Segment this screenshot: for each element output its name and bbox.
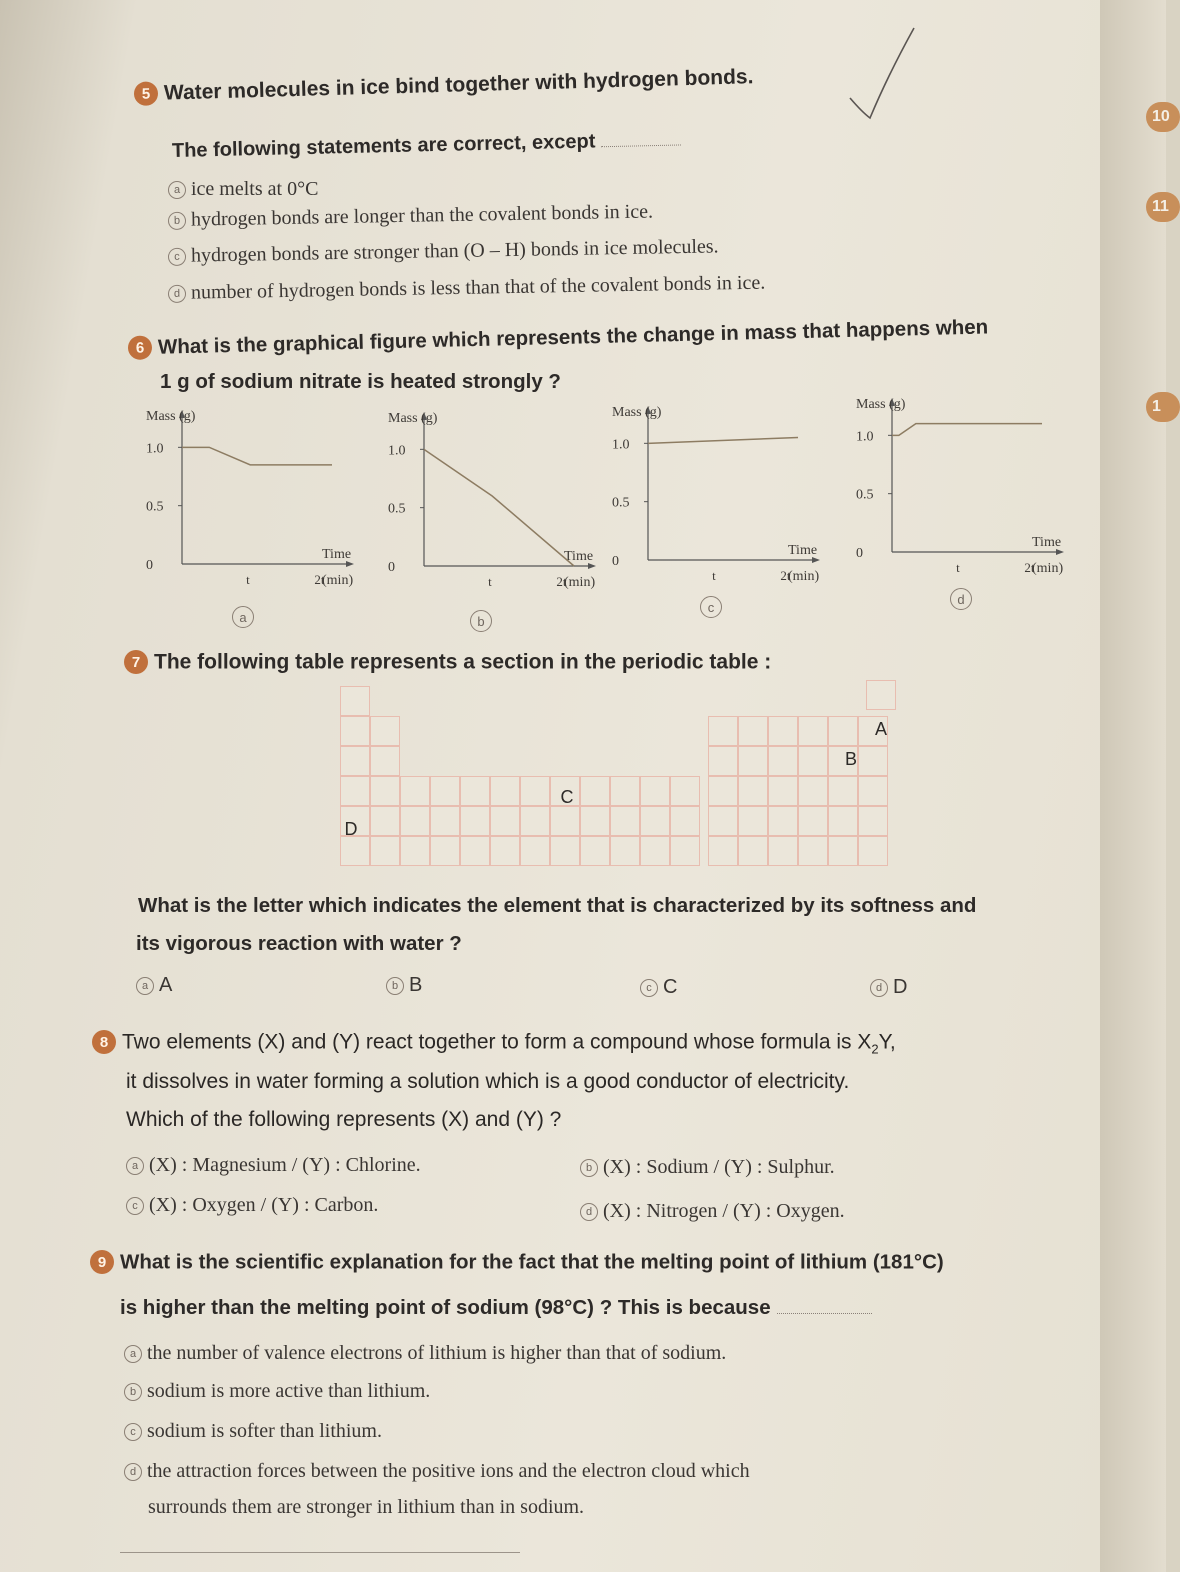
question-8-line2: it dissolves in water forming a solution which is a good conductor of electricity. bbox=[126, 1070, 850, 1093]
option-c[interactable]: c C bbox=[640, 976, 677, 999]
x-axis-unit: (min) bbox=[564, 575, 596, 590]
option-b[interactable]: b hydrogen bonds are longer than the covalent bonds in ice. bbox=[168, 201, 653, 232]
x-axis-label: Time bbox=[564, 549, 594, 564]
option-d[interactable]: d D bbox=[870, 976, 907, 999]
side-marker: 1 bbox=[1146, 392, 1180, 422]
option-d-continued: surrounds them are stronger in lithium than in sodium. bbox=[148, 1496, 585, 1518]
question-5-stem: The following statements are correct, except bbox=[172, 128, 682, 163]
option-c[interactable]: c (X) : Oxygen / (Y) : Carbon. bbox=[126, 1194, 378, 1217]
y-tick-label: 0.5 bbox=[146, 499, 164, 515]
x-tick-label: t bbox=[712, 568, 716, 583]
answer-blank bbox=[601, 144, 681, 147]
x-axis-unit: (min) bbox=[322, 573, 354, 588]
next-page-edge bbox=[1100, 0, 1170, 1572]
question-9-line2: is higher than the melting point of sodium (98°C) ? This is because bbox=[120, 1296, 872, 1320]
element-label-a: A bbox=[874, 718, 887, 739]
mass-curve bbox=[182, 447, 332, 465]
chart-b-svg bbox=[388, 402, 618, 612]
question-7-title: 7 The following table represents a section in the periodic table : bbox=[124, 650, 771, 675]
x-axis-label: Time bbox=[1032, 535, 1062, 550]
option-b[interactable]: b B bbox=[386, 974, 422, 997]
option-a[interactable]: a ice melts at 0°C bbox=[168, 178, 318, 201]
question-6-title: 6 What is the graphical figure which represents the change in mass that happens when bbox=[128, 315, 989, 361]
answer-blank bbox=[777, 1313, 872, 1314]
element-label-b: B bbox=[844, 748, 857, 769]
y-tick-label: 0.5 bbox=[388, 501, 406, 517]
x-tick-label: 2t bbox=[780, 568, 791, 583]
question-7-question: What is the letter which indicates the element that is characterized by its softness and bbox=[138, 894, 977, 917]
graph-b[interactable] bbox=[388, 402, 618, 629]
question-8-title: 8 Two elements (X) and (Y) react together to form a compound whose formula is $X_2Y$, bbox=[92, 1030, 896, 1057]
option-d[interactable]: d number of hydrogen bonds is less than that of the covalent bonds in ice. bbox=[168, 272, 766, 305]
question-number-badge: 6 bbox=[128, 335, 153, 360]
option-a[interactable]: a the number of valence electrons of lithium is higher than that of sodium. bbox=[124, 1342, 726, 1365]
graph-a[interactable] bbox=[146, 400, 376, 625]
x-tick-label: 2t bbox=[1024, 560, 1035, 575]
y-axis-label: Mass (g) bbox=[856, 397, 906, 412]
question-8-line3: Which of the following represents (X) and (Y) ? bbox=[126, 1108, 562, 1131]
question-9-title: 9 What is the scientific explanation for the fact that the melting point of lithium (181°C) bbox=[90, 1250, 944, 1275]
graph-c-label: c bbox=[700, 596, 722, 618]
option-c[interactable]: c hydrogen bonds are stronger than (O – H) bonds in ice molecules. bbox=[168, 235, 719, 268]
element-label-c: C bbox=[560, 786, 574, 807]
y-tick-label: 1.0 bbox=[612, 437, 630, 453]
x-tick-label: t bbox=[488, 574, 492, 589]
option-c[interactable]: c sodium is softer than lithium. bbox=[124, 1420, 382, 1443]
option-d[interactable]: d the attraction forces between the positive ions and the electron cloud which bbox=[124, 1460, 750, 1483]
graph-d-label: d bbox=[950, 588, 972, 610]
y-axis-label: Mass (g) bbox=[612, 405, 662, 420]
y-tick-label: 1.0 bbox=[856, 429, 874, 445]
side-marker: 10 bbox=[1146, 102, 1180, 132]
y-tick-label: 0 bbox=[856, 546, 863, 561]
graph-a-label: a bbox=[232, 606, 254, 628]
chart-a-svg bbox=[146, 400, 376, 610]
graph-c[interactable] bbox=[612, 396, 842, 615]
mass-curve bbox=[648, 438, 798, 444]
mass-curve bbox=[892, 424, 1042, 436]
y-tick-label: 1.0 bbox=[388, 443, 406, 459]
bottom-rule bbox=[120, 1552, 520, 1553]
mass-curve bbox=[424, 449, 574, 566]
x-tick-label: t bbox=[246, 572, 250, 587]
y-tick-label: 0 bbox=[612, 554, 619, 569]
y-tick-label: 1.0 bbox=[146, 441, 164, 457]
y-axis-label: Mass (g) bbox=[388, 411, 438, 426]
x-tick-label: t bbox=[956, 560, 960, 575]
x-tick-label: 2t bbox=[314, 572, 325, 587]
x-axis-label: Time bbox=[788, 543, 818, 558]
y-tick-label: 0 bbox=[388, 560, 395, 575]
x-axis-unit: (min) bbox=[1032, 561, 1064, 576]
y-tick-label: 0 bbox=[146, 558, 153, 573]
y-axis-label: Mass (g) bbox=[146, 409, 196, 424]
question-number-badge: 7 bbox=[124, 650, 148, 674]
question-number-badge: 9 bbox=[90, 1250, 114, 1274]
x-axis-unit: (min) bbox=[788, 569, 820, 584]
graph-b-label: b bbox=[470, 610, 492, 632]
chart-c-svg bbox=[612, 396, 842, 606]
y-tick-label: 0.5 bbox=[612, 495, 630, 511]
graph-d[interactable] bbox=[856, 388, 1086, 607]
question-5-title: 5 Water molecules in ice bind together with hydrogen bonds. bbox=[134, 65, 754, 107]
option-b[interactable]: b sodium is more active than lithium. bbox=[124, 1380, 430, 1403]
question-7-question-2: its vigorous reaction with water ? bbox=[136, 932, 462, 955]
option-a[interactable]: a A bbox=[136, 974, 172, 997]
question-6-title-2: 1 g of sodium nitrate is heated strongly ? bbox=[160, 370, 561, 393]
option-a[interactable]: a (X) : Magnesium / (Y) : Chlorine. bbox=[126, 1154, 421, 1177]
y-tick-label: 0.5 bbox=[856, 487, 874, 503]
x-tick-label: 2t bbox=[556, 574, 567, 589]
side-marker: 11 bbox=[1146, 192, 1180, 222]
chart-d-svg bbox=[856, 388, 1086, 598]
option-d[interactable]: d (X) : Nitrogen / (Y) : Oxygen. bbox=[580, 1200, 845, 1223]
x-axis-label: Time bbox=[322, 547, 352, 562]
question-number-badge: 5 bbox=[134, 81, 159, 106]
option-b[interactable]: b (X) : Sodium / (Y) : Sulphur. bbox=[580, 1156, 835, 1179]
question-number-badge: 8 bbox=[92, 1030, 116, 1054]
pen-tick-mark bbox=[840, 20, 920, 130]
element-label-d: D bbox=[344, 818, 358, 839]
